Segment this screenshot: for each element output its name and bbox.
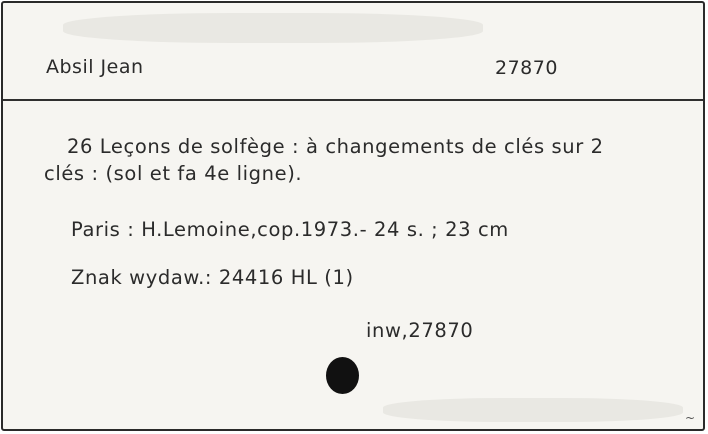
title-line-1: 26 Leçons de solfège : à changements de clés sur 2	[67, 135, 604, 158]
publisher-number-line: Znak wydaw.: 24416 HL (1)	[71, 266, 354, 289]
title-line-2: clés : (sol et fa 4e ligne).	[44, 162, 303, 185]
catalog-card	[1, 1, 705, 431]
call-number: 27870	[495, 57, 558, 79]
punch-hole	[326, 357, 359, 394]
card-header	[3, 3, 703, 101]
paper-smudge	[383, 398, 683, 422]
author-heading: Absil Jean	[46, 56, 144, 78]
inventory-number: inw,27870	[366, 319, 474, 342]
imprint-line: Paris : H.Lemoine,cop.1973.- 24 s. ; 23 cm	[71, 218, 509, 241]
corner-pencil-mark: ~	[684, 411, 695, 425]
